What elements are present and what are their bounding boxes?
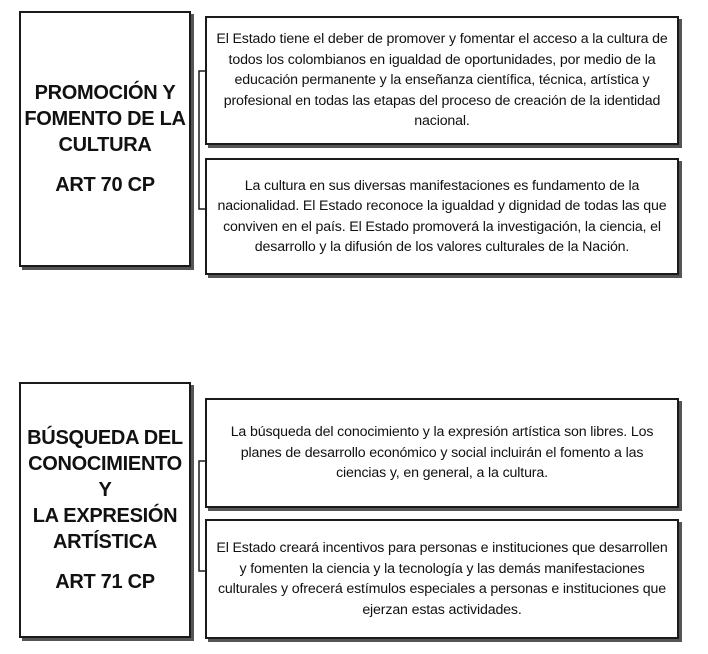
section-2-title-box [19,382,191,638]
section-1-title-line: CULTURA [58,134,152,156]
section-2-title [21,425,189,555]
section-1-paragraph-2: La cultura en sus diversas manifestaciones es fundamento de la nacionalidad. El Estado reconoce la igualdad y dignidad de todas las que conviven en el país. El Estado promoverá la investigación, la ciencia, el desarrollo y la difusión de los valores culturales de la Nación. [217,177,667,255]
section-1-title-line: FOMENTO DE LA [24,108,186,130]
section-1-title-line: PROMOCIÓN Y [34,82,176,104]
section-1-paragraph-1: El Estado tiene el deber de promover y fomentar el acceso a la cultura de todos los colombianos en igualdad de oportunidades, por medio de la educación permanente y la enseñanza científica, técnica, artística y profesional en todas las etapas del proceso de creación de la identidad nacional. [216,31,668,130]
section-2-paragraph-box-1 [205,398,679,508]
section-1-paragraph-box-1 [205,16,679,145]
section-1-title-box [19,11,191,267]
section-2-paragraph-1: La búsqueda del conocimiento y la expresión artística son libres. Los planes de desarrollo económico y social incluirán el fomento a las ciencias y, en general, a la cultura. [230,424,654,482]
section-2-paragraph-2: El Estado creará incentivos para personas e instituciones que desarrollen y fomenten la ciencia y la tecnología y las demás manifestaciones culturales y ofrecerá estímulos especiales a personas e instituciones que ejerzan estas actividades. [216,540,668,618]
section-1-title [24,80,185,158]
section-2-paragraph-box-2 [205,519,679,639]
section-2-title-line: LA EXPRESIÓN [32,505,178,527]
section-1-paragraph-box-2 [205,158,679,275]
section-2-title-line: CONOCIMIENTO Y [28,453,182,501]
section-2-article: ART 71 CP [55,571,155,593]
section-1-article: ART 70 CP [55,174,155,196]
section-2-title-line: BÚSQUEDA DEL [27,427,183,449]
section-2-title-line: ARTÍSTICA [53,531,157,553]
